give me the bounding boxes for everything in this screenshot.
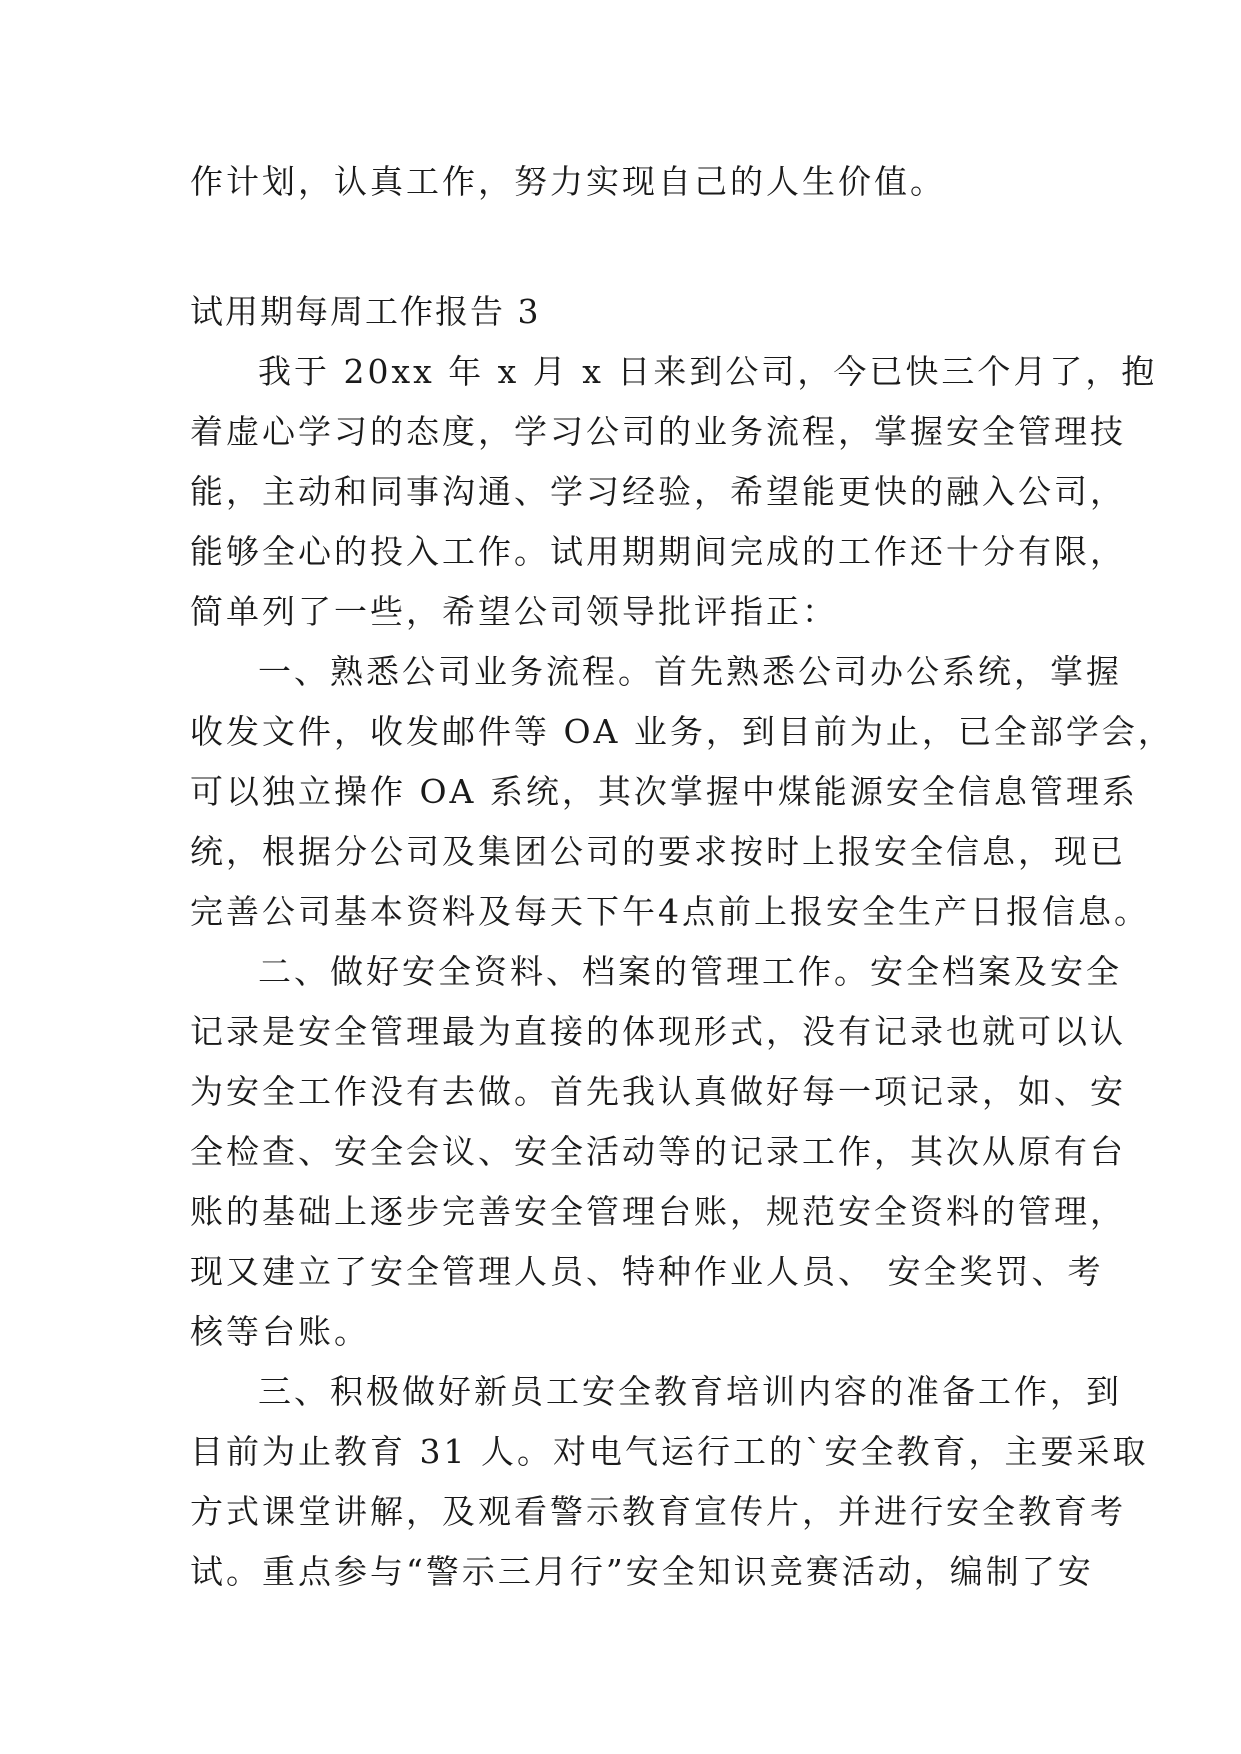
paragraph-line: 完善公司基本资料及每天下午4点前上报安全生产日报信息。 (190, 892, 1150, 931)
paragraph-line: 能够全心的投入工作。试用期期间完成的工作还十分有限， (190, 532, 1126, 571)
section-heading: 试用期每周工作报告 3 (190, 292, 541, 331)
paragraph-line: 全检查、安全会议、安全活动等的记录工作，其次从原有台 (190, 1132, 1126, 1171)
paragraph-line: 二、做好安全资料、档案的管理工作。安全档案及安全 (258, 952, 1122, 991)
continuation-line: 作计划，认真工作，努力实现自己的人生价值。 (190, 162, 946, 201)
paragraph-line: 可以独立操作 OA 系统，其次掌握中煤能源安全信息管理系 (190, 772, 1138, 811)
paragraph-line: 统，根据分公司及集团公司的要求按时上报安全信息，现已 (190, 832, 1126, 871)
paragraph-line: 目前为止教育 31 人。对电气运行工的`安全教育，主要采取 (190, 1432, 1149, 1471)
paragraph-item-1 (190, 642, 1174, 942)
paragraph-line: 账的基础上逐步完善安全管理台账，规范安全资料的管理， (190, 1192, 1126, 1231)
paragraph-line: 记录是安全管理最为直接的体现形式，没有记录也就可以认 (190, 1012, 1126, 1051)
paragraph-item-3 (190, 1362, 1149, 1602)
paragraph-line: 试。重点参与“警示三月行”安全知识竞赛活动，编制了安 (190, 1552, 1094, 1591)
paragraph-item-2 (190, 942, 1126, 1362)
document-body (190, 152, 1174, 1602)
paragraph-line: 核等台账。 (190, 1312, 370, 1351)
paragraph-line: 能，主动和同事沟通、学习经验，希望能更快的融入公司， (190, 472, 1126, 511)
paragraph-intro (190, 342, 1158, 642)
paragraph-line: 着虚心学习的态度，学习公司的业务流程，掌握安全管理技 (190, 412, 1126, 451)
paragraph-line: 我于 20xx 年 x 月 x 日来到公司，今已快三个月了，抱 (258, 352, 1158, 391)
paragraph-line: 收发文件，收发邮件等 OA 业务，到目前为止，已全部学会， (190, 712, 1174, 751)
paragraph-line: 方式课堂讲解，及观看警示教育宣传片，并进行安全教育考 (190, 1492, 1126, 1531)
paragraph-line: 三、积极做好新员工安全教育培训内容的准备工作，到 (258, 1372, 1122, 1411)
paragraph-line: 简单列了一些，希望公司领导批评指正： (190, 592, 838, 631)
paragraph-line: 为安全工作没有去做。首先我认真做好每一项记录，如、安 (190, 1072, 1126, 1111)
paragraph-line: 现又建立了安全管理人员、特种作业人员、 安全奖罚、考 (190, 1252, 1104, 1291)
paragraph-line: 一、熟悉公司业务流程。首先熟悉公司办公系统，掌握 (258, 652, 1122, 691)
